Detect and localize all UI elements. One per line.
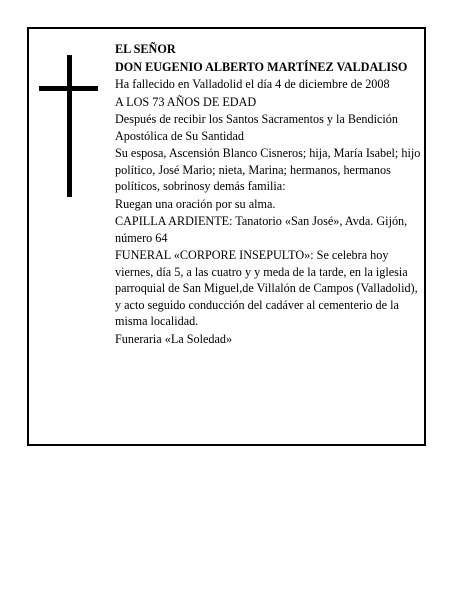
obituary-notice xyxy=(27,27,426,446)
age-line: A LOS 73 AÑOS DE EDAD xyxy=(115,94,257,109)
sacraments-line: Después de recibir los Santos Sacramentos y la Bendición Apostólica de Su Santidad xyxy=(115,112,398,143)
deceased-name: DON EUGENIO ALBERTO MARTÍNEZ VALDALISO xyxy=(115,59,408,74)
notice-text xyxy=(115,41,425,348)
funeral-info: FUNERAL «CORPORE INSEPULTO»: Se celebra hoy viernes, día 5, a las cuatro y y meda de la tarde, en la iglesia parroquial de San Miguel,de Villalón de Campos (Valladolid), y acto seguido conducción del cadáver al cementerio de la misma localidad. xyxy=(115,248,418,328)
chapel-info: CAPILLA ARDIENTE: Tanatorio «San José», Avda. Gijón, número 64 xyxy=(115,214,408,245)
funeral-home: Funeraria «La Soledad» xyxy=(115,331,233,346)
family-line: Su esposa, Ascensión Blanco Cisneros; hija, María Isabel; hijo político, José Mario; nieta, Marina; hermanos, hermanos políticos, sobrinosy demás familia: xyxy=(115,146,421,193)
cross-vertical-bar xyxy=(67,55,72,197)
prayer-request: Ruegan una oración por su alma. xyxy=(115,196,276,211)
cross-horizontal-bar xyxy=(39,86,98,91)
death-date: Ha fallecido en Valladolid el día 4 de diciembre de 2008 xyxy=(115,77,390,91)
title-honorific: EL SEÑOR xyxy=(115,42,176,56)
